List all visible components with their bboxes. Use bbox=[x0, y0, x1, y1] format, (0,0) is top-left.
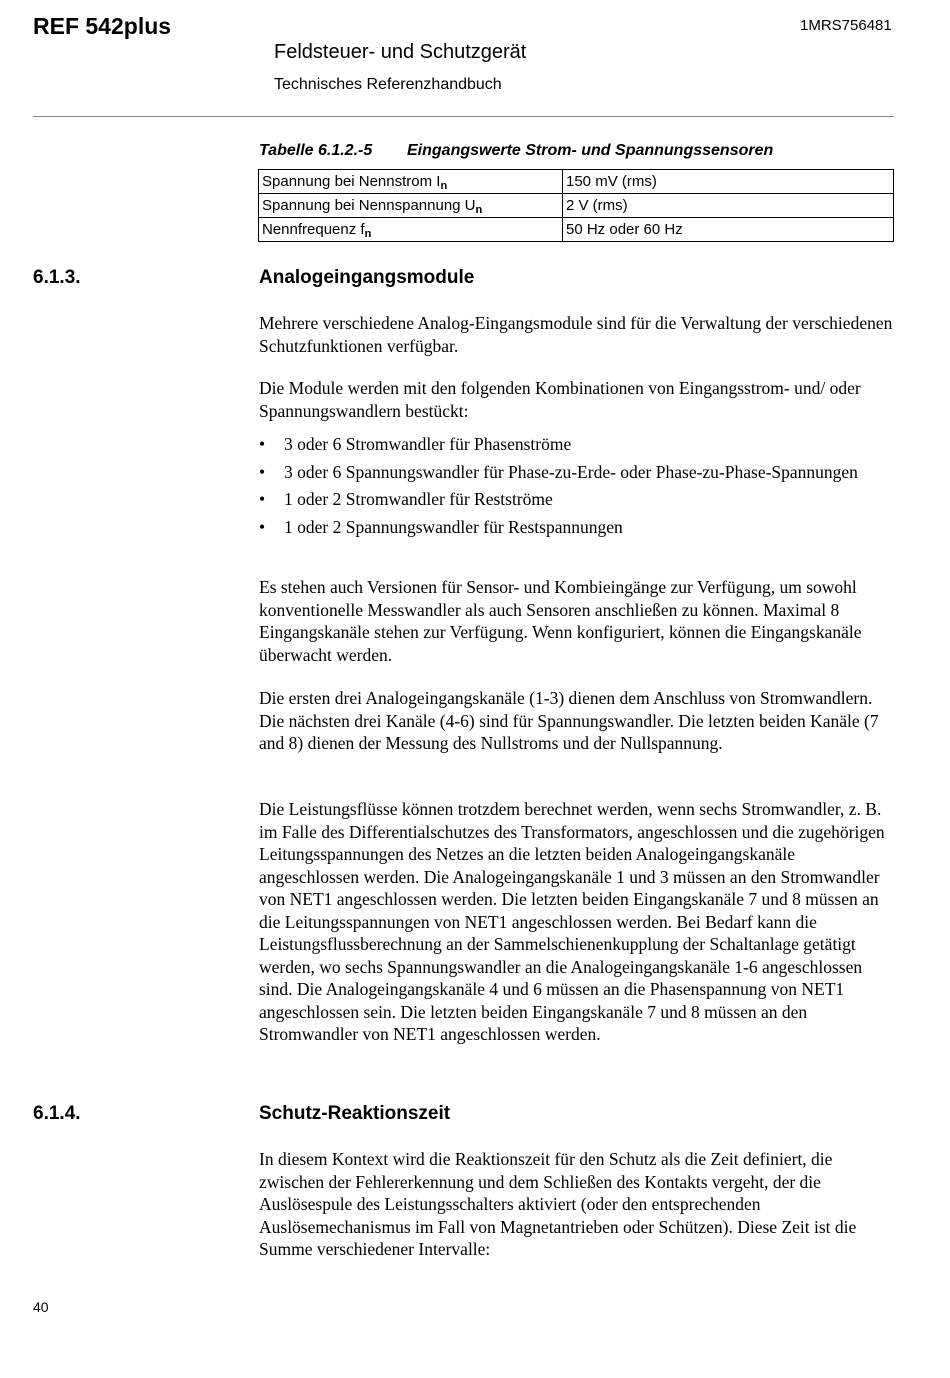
table-cell-label: Spannung bei Nennstrom $I_n$ bbox=[259, 170, 563, 194]
table-row bbox=[259, 194, 894, 218]
list-item: • 3 oder 6 Stromwandler für Phasenströme bbox=[259, 433, 899, 456]
page-number: 40 bbox=[33, 1299, 49, 1315]
section-number: 6.1.3. bbox=[33, 267, 81, 288]
table-row bbox=[259, 170, 894, 194]
table-caption bbox=[259, 142, 773, 160]
paragraph: Die ersten drei Analogeingangskanäle (1-3) dienen dem Anschluss von Stromwandlern. Die nächsten drei Kanäle (4-6) sind für Spannungswandler. Die letzten beiden Kanäle (7 and 8) dienen der Messung des Nullstroms und der Nullspannung. bbox=[259, 688, 879, 753]
paragraph: Es stehen auch Versionen für Sensor- und Kombieingänge zur Verfügung, um sowohl konventionelle Messwandler als auch Sensoren anschließen zu können. Maximal 8 Eingangskanäle stehen zur Verfügung. Wenn konfiguriert, können die Eingangskanäle überwacht werden. bbox=[259, 577, 862, 665]
paragraph: Mehrere verschiedene Analog-Eingangsmodule sind für die Verwaltung der verschiedenen Schutzfunktionen verfügbar. bbox=[259, 313, 893, 356]
table-row bbox=[259, 218, 894, 242]
paragraph: Die Module werden mit den folgenden Kombinationen von Eingangsstrom- und/ oder Spannungswandlern bestückt: bbox=[259, 378, 861, 421]
paragraph: In diesem Kontext wird die Reaktionszeit für den Schutz als die Zeit definiert, die zwischen der Fehlererkennung und dem Schließen des Kontakts vergeht, der die Auslösespule des Leistungsschalters aktiviert (oder den entsprechenden Auslösemechanismus im Fall von Magnetantrieben oder Schützen). Diese Zeit ist die Summe verschiedener Intervalle: bbox=[259, 1149, 857, 1259]
section-number: 6.1.4. bbox=[33, 1103, 81, 1124]
header-divider bbox=[33, 116, 894, 117]
sensor-input-table bbox=[258, 169, 894, 242]
section-title: Schutz-Reaktionszeit bbox=[259, 1103, 451, 1124]
bullet-list bbox=[259, 433, 899, 543]
list-item: • 1 oder 2 Spannungswandler für Restspannungen bbox=[259, 516, 899, 539]
document-type: Technisches Referenzhandbuch bbox=[274, 76, 502, 93]
table-cell-value: 2 V (rms) bbox=[563, 194, 894, 218]
table-cell-value: 50 Hz oder 60 Hz bbox=[563, 218, 894, 242]
section-title: Analogeingangsmodule bbox=[259, 267, 475, 288]
table-cell-label: Nennfrequenz $f_n$ bbox=[259, 218, 563, 242]
document-number: 1MRS756481 bbox=[800, 17, 892, 34]
table-cell-value: 150 mV (rms) bbox=[563, 170, 894, 194]
table-cell-label: Spannung bei Nennspannung $U_n$ bbox=[259, 194, 563, 218]
document-subtitle: Feldsteuer- und Schutzgerät bbox=[274, 41, 527, 63]
list-item: • 3 oder 6 Spannungswandler für Phase-zu-Erde- oder Phase-zu-Phase-Spannungen bbox=[259, 461, 899, 484]
paragraph: Die Leistungsflüsse können trotzdem berechnet werden, wenn sechs Stromwandler, z. B. im Falle des Differentialschutzes des Transformators, angeschlossen und die zugehörigen Leitungsspannungen des Netzes an die letzten beiden Analogeingangskanäle angeschlossen werden. Die Analogeingangskanäle 1 und 3 müssen an den Stromwandler von NET1 angeschlossen werden. Die letzten beiden Eingangskanäle 7 und 8 müssen an die Leitungsspannungen von NET1 angeschlossen werden. Bei Bedarf kann die Leistungsflussberechnung an der Sammelschienenkupplung der Schaltanlage getätigt werden, wo sechs Spannungswandler an die Analogeingangskanäle 1-6 angeschlossen sind. Die Analogeingangskanäle 4 und 6 müssen an die Phasenspannung von NET1 angeschlossen sein. Die letzten beiden Eingangskanäle 7 und 8 müssen an den Stromwandler von NET1 angeschlossen werden. bbox=[259, 799, 885, 1044]
table-title: Eingangswerte Strom- und Spannungssensoren bbox=[407, 142, 774, 159]
product-title: REF 542plus bbox=[33, 13, 172, 39]
list-item: • 1 oder 2 Stromwandler für Restströme bbox=[259, 488, 899, 511]
table-number: Tabelle 6.1.2.-5 bbox=[259, 142, 373, 159]
